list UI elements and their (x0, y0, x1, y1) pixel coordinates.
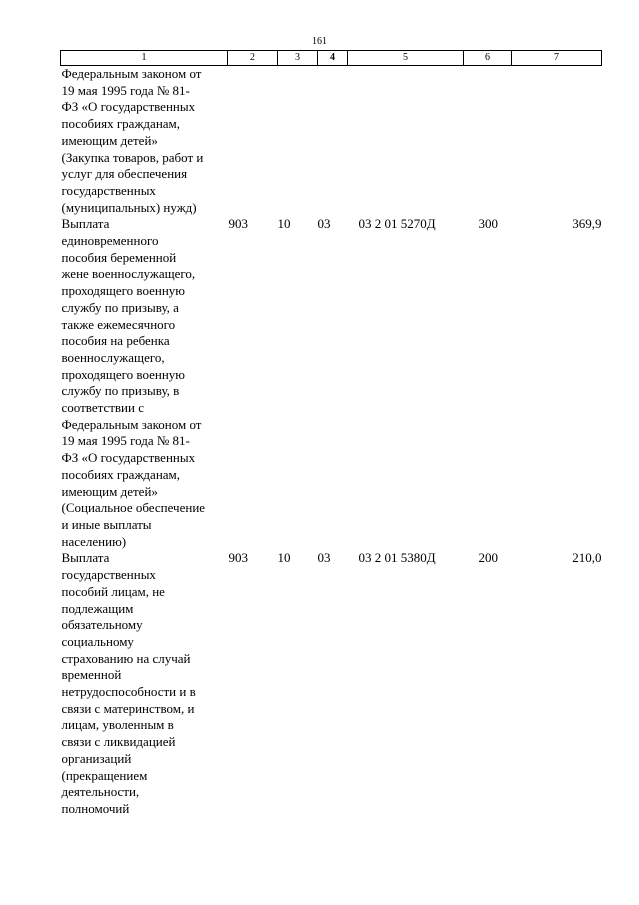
row-expense-type: 300 (478, 216, 498, 232)
table-row (61, 216, 602, 550)
header-col-2: 2 (228, 51, 278, 66)
row-ministry: 903 (228, 550, 248, 566)
row-amount: 369,9 (572, 216, 602, 232)
row-section: 10 (277, 216, 291, 232)
row-description: Федеральным законом от 19 мая 1995 года № 81- ФЗ «О государственных пособиях гражданам, имеющим детей» (Закупка товаров, работ и услуг для обеспечения государственных (муниципальных) нужд) (61, 66, 204, 215)
row-expense-type: 200 (478, 550, 498, 566)
header-col-1: 1 (61, 51, 228, 66)
row-target-article: 03 2 01 5380Д (358, 550, 436, 566)
budget-table (60, 50, 602, 818)
header-row (61, 51, 602, 66)
row-ministry: 903 (228, 216, 248, 232)
row-section (278, 66, 318, 217)
row-amount: 210,0 (572, 550, 602, 566)
header-col-5: 5 (348, 51, 464, 66)
row-target-article (348, 66, 464, 217)
header-col-7: 7 (512, 51, 602, 66)
table-row (61, 550, 602, 817)
table-header (61, 51, 602, 66)
header-col-4: 4 (318, 51, 348, 66)
row-description: Выплата единовременного пособия беременной жене военнослужащего, проходящего военную службу по призыву, а также ежемесячного пособия на ребенка военнослужащего, проходящего военную службу по призыву, в соответствии с Федеральным законом от 19 мая 1995 года № 81- ФЗ «О государственных пособиях гражданам, имеющим детей» (Социальное обеспечение и иные выплаты населению) (61, 216, 206, 549)
row-expense-type (464, 66, 512, 217)
table-row (61, 66, 602, 217)
row-subsection: 03 (317, 216, 331, 232)
table-body (61, 66, 602, 818)
header-col-6: 6 (464, 51, 512, 66)
row-section: 10 (277, 550, 291, 566)
row-amount (512, 66, 602, 217)
row-target-article: 03 2 01 5270Д (358, 216, 436, 232)
row-ministry (228, 66, 278, 217)
header-col-3: 3 (278, 51, 318, 66)
row-subsection (318, 66, 348, 217)
page-number: 161 (312, 36, 327, 47)
row-subsection: 03 (317, 550, 331, 566)
row-description: Выплата государственных пособий лицам, не подлежащим обязательному социальному страхованию на случай временной нетрудоспособности и в связи с материнством, и лицам, уволенным в связи с ликвидацией организаций (прекращением деятельности, полномочий (61, 550, 196, 816)
